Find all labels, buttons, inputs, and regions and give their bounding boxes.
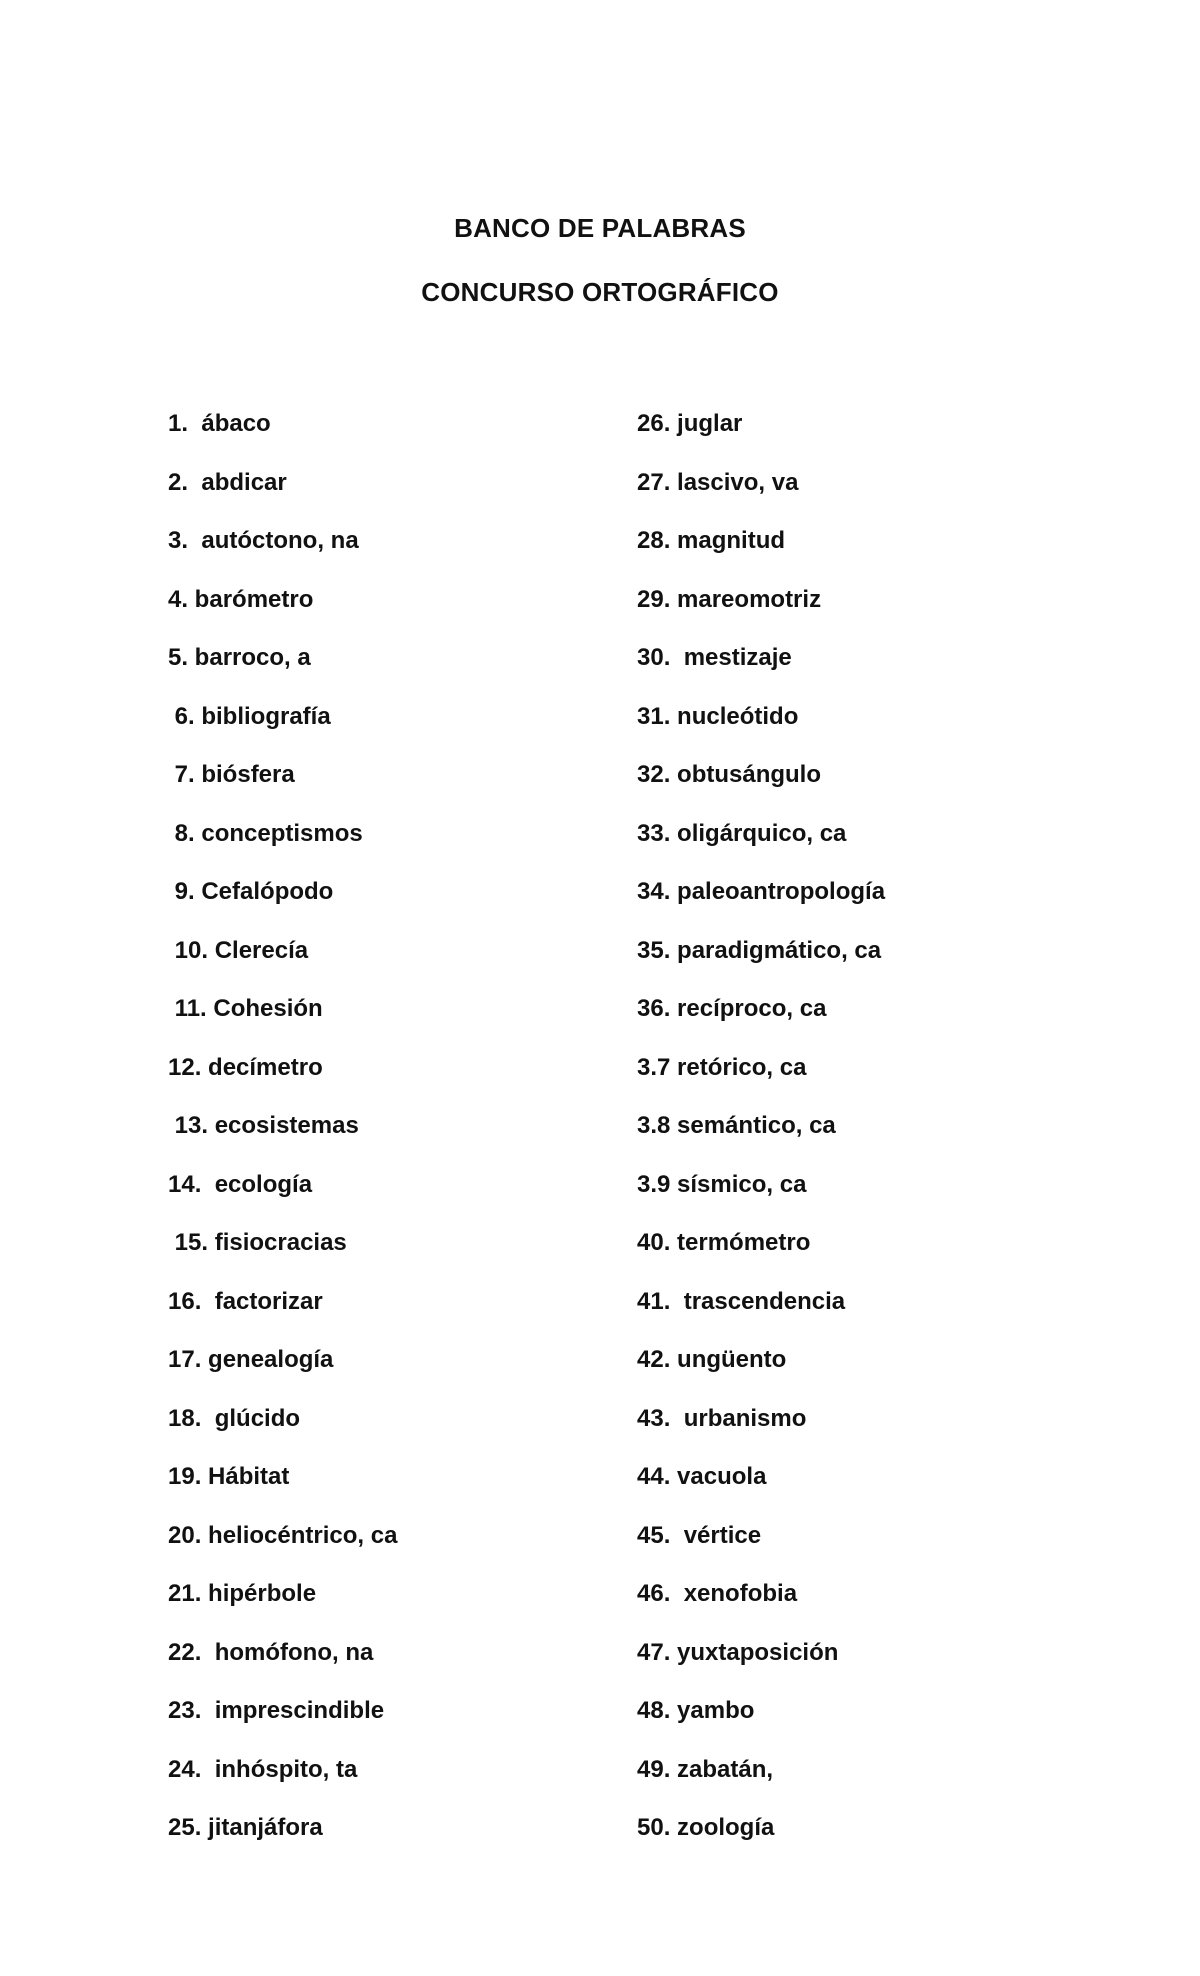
word-item: 9. Cefalópodo: [168, 878, 334, 905]
word-item: 40. termómetro: [637, 1229, 811, 1256]
word-item: 5. barroco, a: [168, 644, 311, 671]
word-item: 46. xenofobia: [637, 1580, 798, 1607]
word-item: 30. mestizaje: [637, 644, 792, 671]
word-item: 11. Cohesión: [168, 995, 323, 1022]
word-item: 42. ungüento: [637, 1346, 787, 1373]
word-item: 50. zoología: [637, 1814, 775, 1841]
word-item: 3.7 retórico, ca: [637, 1053, 807, 1081]
word-item: 31. nucleótido: [637, 702, 799, 730]
document-title: BANCO DE PALABRAS: [454, 213, 746, 243]
word-item: 29. mareomotriz: [637, 585, 822, 613]
word-item: 3. autóctono, na: [168, 527, 359, 554]
word-item: 24. inhóspito, ta: [168, 1755, 358, 1783]
word-item: 19. Hábitat: [168, 1463, 290, 1490]
word-item: 41. trascendencia: [637, 1287, 846, 1315]
word-item: 28. magnitud: [637, 527, 786, 554]
word-item: 16. factorizar: [168, 1287, 323, 1315]
word-item: 3.8 semántico, ca: [637, 1112, 836, 1139]
word-item: 45. vértice: [637, 1521, 762, 1549]
word-item: 36. recíproco, ca: [637, 995, 827, 1022]
word-item: 35. paradigmático, ca: [637, 936, 882, 964]
word-item: 23. imprescindible: [168, 1697, 385, 1724]
word-item: 34. paleoantropología: [637, 878, 886, 905]
word-item: 27. lascivo, va: [637, 468, 799, 496]
word-item: 43. urbanismo: [637, 1404, 807, 1432]
word-item: 8. conceptismos: [168, 819, 363, 847]
word-item: 32. obtusángulo: [637, 761, 822, 788]
word-item: 22. homófono, na: [168, 1638, 374, 1666]
word-item: 2. abdicar: [168, 468, 287, 496]
word-list-right: [637, 409, 1097, 1872]
word-item: 10. Clerecía: [168, 936, 309, 964]
word-item: 21. hipérbole: [168, 1580, 317, 1607]
word-item: 14. ecología: [168, 1170, 313, 1198]
document-subtitle: CONCURSO ORTOGRÁFICO: [421, 277, 779, 307]
word-item: 4. barómetro: [168, 585, 314, 613]
word-item: 6. bibliografía: [168, 702, 331, 730]
word-list-left: [168, 409, 588, 1872]
word-item: 20. heliocéntrico, ca: [168, 1521, 398, 1549]
word-item: 1. ábaco: [168, 410, 271, 437]
word-item: 13. ecosistemas: [168, 1112, 359, 1139]
word-item: 25. jitanjáfora: [168, 1814, 323, 1841]
word-item: 47. yuxtaposición: [637, 1638, 839, 1666]
word-item: 7. biósfera: [168, 761, 295, 788]
word-item: 33. oligárquico, ca: [637, 819, 847, 847]
word-item: 12. decímetro: [168, 1053, 323, 1081]
word-item: 18. glúcido: [168, 1404, 301, 1432]
word-item: 15. fisiocracias: [168, 1229, 347, 1256]
word-item: 49. zabatán,: [637, 1755, 774, 1783]
word-item: 44. vacuola: [637, 1463, 767, 1490]
word-item: 3.9 sísmico, ca: [637, 1170, 807, 1198]
word-item: 48. yambo: [637, 1697, 755, 1724]
word-item: 17. genealogía: [168, 1346, 334, 1373]
word-item: 26. juglar: [637, 410, 743, 437]
